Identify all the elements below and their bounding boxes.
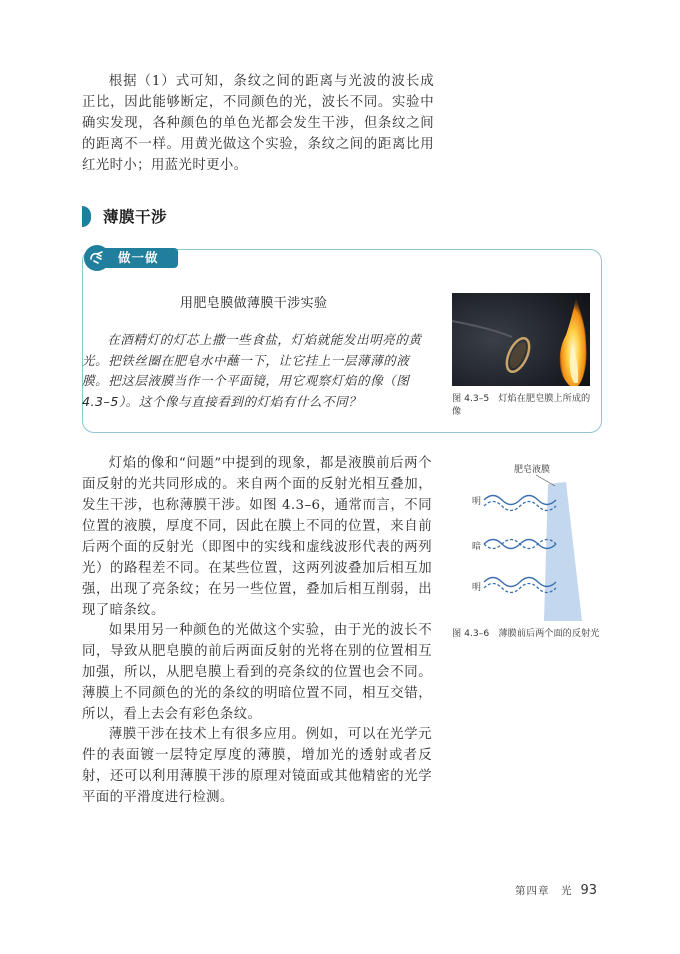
activity-title: 用肥皂膜做薄膜干涉实验 — [180, 296, 328, 311]
body-paragraph: 如果用另一种颜色的光做这个实验，由于光的波长不同，导致从肥皂膜的前后两面反射的光将在别的位置相互加强，所以，从肥皂膜上看到的亮条纹的位置也会不同。薄膜上不同颜色的光的条纹的明暗位置不同，相互交错，所以，看上去会有彩色条纹。 — [82, 623, 432, 722]
section-heading — [82, 205, 167, 227]
wave-dashed — [484, 540, 556, 549]
film-label-leader — [536, 475, 555, 486]
photo-caption: 图 4.3–5 灯焰在肥皂膜上所成的像 — [452, 393, 591, 417]
wave-dashed — [484, 502, 556, 511]
body-paragraph: 灯焰的像和“问题”中提到的现象，都是液膜前后两个面反射的光共同形成的。来自两个面的反射光相互叠加，发生干涉，也称薄膜干涉。如图 4.3–6，通常而言，不同位置的液膜，厚度不同，因此在膜上不同的位置，来自前后两个面的反射光（即图中的实线和虚线波形代表的两列光）的路程差不同。在某些位置，这两列波叠加后相互加强，出现了亮条纹；在另一些位置，叠加后相互削弱，出现了暗条纹。 — [82, 456, 432, 618]
wave-solid — [484, 496, 556, 505]
intro-paragraph: 根据（1）式可知，条纹之间的距离与光波的波长成正比，因此能够断定，不同颜色的光，波长不同。实验中确实发现，各种颜色的单色光都会发生干涉，但条纹之间的距离不一样。用黄光做这个实验，条纹之间的距离比用红光时小；用蓝光时更小。 — [82, 74, 434, 173]
page-footer — [515, 883, 597, 898]
body-paragraph: 薄膜干涉在技术上有很多应用。例如，可以在光学元件的表面镀一层特定厚度的薄膜，增加光的透射或者反射，还可以利用薄膜干涉的原理对镜面或其他精密的光学平面的平滑度进行检测。 — [82, 727, 432, 805]
diagram-caption: 图 4.3–6 薄膜前后两个面的反射光 — [452, 628, 600, 639]
section-title: 薄膜干涉 — [103, 208, 168, 226]
soap-film-shape — [544, 482, 582, 621]
activity-tab-label: 做一做 — [96, 248, 178, 268]
hand-icon — [84, 245, 110, 271]
section-marker — [82, 206, 91, 227]
footer-chapter: 第四章 光 — [514, 885, 573, 897]
band-label-bright: 明 — [472, 497, 482, 507]
flame-photo — [452, 293, 590, 386]
activity-tab — [84, 246, 178, 270]
band-label-bright: 明 — [472, 583, 482, 593]
activity-text: 在酒精灯的灯芯上撒一些食盐，灯焰就能发出明亮的黄光。把铁丝圈在肥皂水中蘸一下，让它挂上一层薄薄的液膜。把这层液膜当作一个平面镜，用它观察灯焰的像（图 4.3–5）。这个像与直接看到的灯焰有什么不同？ — [82, 332, 422, 409]
thin-film-diagram — [452, 458, 612, 623]
page-number: 93 — [580, 883, 597, 898]
film-label: 肥皂液膜 — [514, 465, 551, 475]
band-label-dark: 暗 — [472, 542, 482, 552]
